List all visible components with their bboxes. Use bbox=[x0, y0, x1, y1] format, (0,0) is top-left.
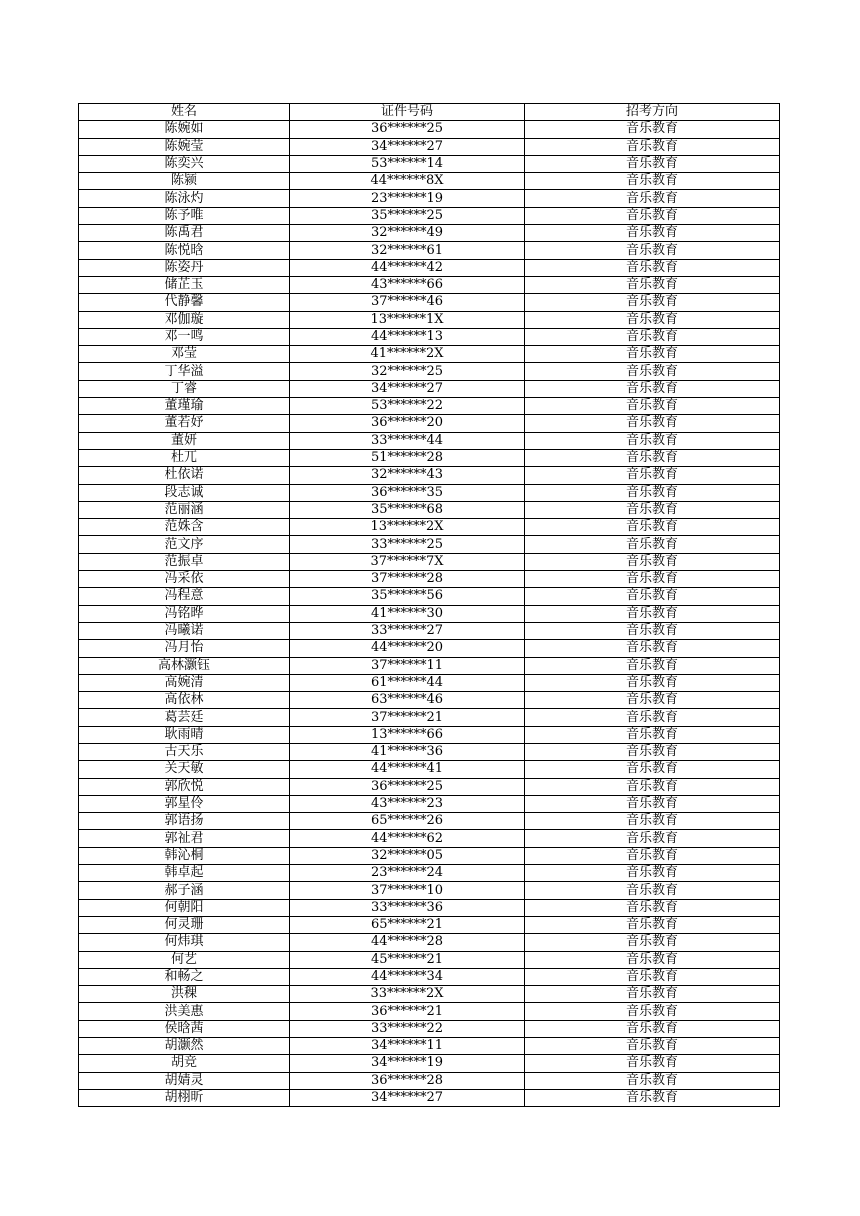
cell-id-number: 41******2X bbox=[290, 346, 525, 363]
table-row bbox=[79, 553, 780, 570]
cell-name: 范文序 bbox=[79, 536, 290, 553]
table-row bbox=[79, 899, 780, 916]
cell-name: 高依林 bbox=[79, 692, 290, 709]
cell-id-number: 33******25 bbox=[290, 536, 525, 553]
table-row bbox=[79, 415, 780, 432]
table-row bbox=[79, 865, 780, 882]
cell-id-number: 44******28 bbox=[290, 934, 525, 951]
table-row bbox=[79, 173, 780, 190]
table-row bbox=[79, 657, 780, 674]
cell-id-number: 33******27 bbox=[290, 622, 525, 639]
cell-name: 韩沁桐 bbox=[79, 847, 290, 864]
table-row bbox=[79, 519, 780, 536]
table-row bbox=[79, 121, 780, 138]
cell-direction: 音乐教育 bbox=[525, 138, 780, 155]
cell-name: 邓伽璇 bbox=[79, 311, 290, 328]
cell-direction: 音乐教育 bbox=[525, 553, 780, 570]
table-row bbox=[79, 1055, 780, 1072]
cell-name: 韩卓起 bbox=[79, 865, 290, 882]
cell-name: 葛芸廷 bbox=[79, 709, 290, 726]
cell-id-number: 37******7X bbox=[290, 553, 525, 570]
cell-id-number: 41******30 bbox=[290, 605, 525, 622]
cell-direction: 音乐教育 bbox=[525, 121, 780, 138]
cell-name: 冯月怡 bbox=[79, 640, 290, 657]
cell-id-number: 44******8X bbox=[290, 173, 525, 190]
cell-direction: 音乐教育 bbox=[525, 501, 780, 518]
cell-direction: 音乐教育 bbox=[525, 190, 780, 207]
cell-id-number: 36******25 bbox=[290, 121, 525, 138]
table-row bbox=[79, 726, 780, 743]
table-row bbox=[79, 813, 780, 830]
table-row bbox=[79, 882, 780, 899]
cell-id-number: 44******42 bbox=[290, 259, 525, 276]
table-row bbox=[79, 346, 780, 363]
cell-direction: 音乐教育 bbox=[525, 1038, 780, 1055]
cell-id-number: 53******14 bbox=[290, 155, 525, 172]
table-row bbox=[79, 640, 780, 657]
cell-id-number: 32******25 bbox=[290, 363, 525, 380]
cell-direction: 音乐教育 bbox=[525, 640, 780, 657]
cell-direction: 音乐教育 bbox=[525, 813, 780, 830]
cell-id-number: 44******13 bbox=[290, 328, 525, 345]
cell-id-number: 44******41 bbox=[290, 761, 525, 778]
cell-direction: 音乐教育 bbox=[525, 588, 780, 605]
table-row bbox=[79, 916, 780, 933]
cell-direction: 音乐教育 bbox=[525, 657, 780, 674]
cell-name: 高婉清 bbox=[79, 674, 290, 691]
cell-direction: 音乐教育 bbox=[525, 536, 780, 553]
cell-name: 代静馨 bbox=[79, 294, 290, 311]
cell-id-number: 65******21 bbox=[290, 916, 525, 933]
cell-id-number: 37******11 bbox=[290, 657, 525, 674]
cell-name: 陈悦晗 bbox=[79, 242, 290, 259]
table-row bbox=[79, 605, 780, 622]
cell-direction: 音乐教育 bbox=[525, 259, 780, 276]
cell-id-number: 65******26 bbox=[290, 813, 525, 830]
cell-direction: 音乐教育 bbox=[525, 692, 780, 709]
cell-name: 胡竞 bbox=[79, 1055, 290, 1072]
table-row bbox=[79, 847, 780, 864]
cell-name: 郝子涵 bbox=[79, 882, 290, 899]
cell-id-number: 32******61 bbox=[290, 242, 525, 259]
cell-id-number: 23******19 bbox=[290, 190, 525, 207]
cell-name: 和畅之 bbox=[79, 968, 290, 985]
table-row bbox=[79, 294, 780, 311]
cell-direction: 音乐教育 bbox=[525, 899, 780, 916]
table-row bbox=[79, 432, 780, 449]
cell-id-number: 37******28 bbox=[290, 571, 525, 588]
cell-name: 冯曦诺 bbox=[79, 622, 290, 639]
cell-direction: 音乐教育 bbox=[525, 346, 780, 363]
cell-id-number: 44******20 bbox=[290, 640, 525, 657]
cell-name: 冯程意 bbox=[79, 588, 290, 605]
table-row bbox=[79, 743, 780, 760]
header-id-number: 证件号码 bbox=[290, 104, 525, 121]
cell-direction: 音乐教育 bbox=[525, 743, 780, 760]
cell-direction: 音乐教育 bbox=[525, 432, 780, 449]
cell-id-number: 41******36 bbox=[290, 743, 525, 760]
cell-name: 耿雨晴 bbox=[79, 726, 290, 743]
cell-direction: 音乐教育 bbox=[525, 311, 780, 328]
cell-id-number: 13******2X bbox=[290, 519, 525, 536]
cell-direction: 音乐教育 bbox=[525, 173, 780, 190]
cell-direction: 音乐教育 bbox=[525, 155, 780, 172]
candidate-table bbox=[78, 103, 780, 1107]
cell-name: 杜兀 bbox=[79, 449, 290, 466]
cell-name: 邓一鸣 bbox=[79, 328, 290, 345]
table-row bbox=[79, 138, 780, 155]
cell-direction: 音乐教育 bbox=[525, 1072, 780, 1089]
cell-direction: 音乐教育 bbox=[525, 225, 780, 242]
cell-name: 古天乐 bbox=[79, 743, 290, 760]
cell-direction: 音乐教育 bbox=[525, 986, 780, 1003]
cell-direction: 音乐教育 bbox=[525, 1003, 780, 1020]
cell-direction: 音乐教育 bbox=[525, 674, 780, 691]
cell-id-number: 13******66 bbox=[290, 726, 525, 743]
cell-direction: 音乐教育 bbox=[525, 276, 780, 293]
cell-name: 董若妤 bbox=[79, 415, 290, 432]
cell-direction: 音乐教育 bbox=[525, 726, 780, 743]
cell-direction: 音乐教育 bbox=[525, 622, 780, 639]
cell-direction: 音乐教育 bbox=[525, 778, 780, 795]
table-row bbox=[79, 311, 780, 328]
cell-name: 范振卓 bbox=[79, 553, 290, 570]
cell-direction: 音乐教育 bbox=[525, 951, 780, 968]
table-row bbox=[79, 934, 780, 951]
cell-direction: 音乐教育 bbox=[525, 328, 780, 345]
table-row bbox=[79, 484, 780, 501]
cell-direction: 音乐教育 bbox=[525, 934, 780, 951]
cell-name: 胡灏然 bbox=[79, 1038, 290, 1055]
cell-id-number: 32******05 bbox=[290, 847, 525, 864]
cell-id-number: 32******49 bbox=[290, 225, 525, 242]
cell-name: 陈奕兴 bbox=[79, 155, 290, 172]
cell-direction: 音乐教育 bbox=[525, 968, 780, 985]
cell-name: 陈予唯 bbox=[79, 207, 290, 224]
cell-name: 冯采依 bbox=[79, 571, 290, 588]
cell-name: 范丽涵 bbox=[79, 501, 290, 518]
cell-id-number: 23******24 bbox=[290, 865, 525, 882]
cell-name: 邓莹 bbox=[79, 346, 290, 363]
cell-id-number: 36******35 bbox=[290, 484, 525, 501]
cell-direction: 音乐教育 bbox=[525, 709, 780, 726]
cell-id-number: 63******46 bbox=[290, 692, 525, 709]
table-row bbox=[79, 1038, 780, 1055]
cell-id-number: 34******27 bbox=[290, 138, 525, 155]
cell-name: 何灵珊 bbox=[79, 916, 290, 933]
cell-id-number: 53******22 bbox=[290, 398, 525, 415]
cell-id-number: 35******25 bbox=[290, 207, 525, 224]
cell-name: 胡栩昕 bbox=[79, 1089, 290, 1106]
cell-id-number: 32******43 bbox=[290, 467, 525, 484]
cell-name: 胡婧灵 bbox=[79, 1072, 290, 1089]
cell-name: 陈泳灼 bbox=[79, 190, 290, 207]
cell-id-number: 37******10 bbox=[290, 882, 525, 899]
cell-name: 洪美惠 bbox=[79, 1003, 290, 1020]
cell-name: 郭星伶 bbox=[79, 795, 290, 812]
table-row bbox=[79, 501, 780, 518]
cell-direction: 音乐教育 bbox=[525, 1089, 780, 1106]
table-row bbox=[79, 225, 780, 242]
table-row bbox=[79, 207, 780, 224]
table-row bbox=[79, 830, 780, 847]
cell-id-number: 34******11 bbox=[290, 1038, 525, 1055]
table-row bbox=[79, 986, 780, 1003]
table-row bbox=[79, 328, 780, 345]
cell-direction: 音乐教育 bbox=[525, 467, 780, 484]
table-row bbox=[79, 709, 780, 726]
table-row bbox=[79, 398, 780, 415]
table-row bbox=[79, 242, 780, 259]
cell-direction: 音乐教育 bbox=[525, 484, 780, 501]
cell-name: 洪稞 bbox=[79, 986, 290, 1003]
cell-id-number: 33******44 bbox=[290, 432, 525, 449]
cell-direction: 音乐教育 bbox=[525, 415, 780, 432]
cell-id-number: 36******28 bbox=[290, 1072, 525, 1089]
table-row bbox=[79, 1020, 780, 1037]
table-row bbox=[79, 622, 780, 639]
cell-name: 郭语扬 bbox=[79, 813, 290, 830]
cell-name: 冯铭晔 bbox=[79, 605, 290, 622]
cell-id-number: 45******21 bbox=[290, 951, 525, 968]
cell-id-number: 35******56 bbox=[290, 588, 525, 605]
cell-id-number: 34******27 bbox=[290, 380, 525, 397]
cell-id-number: 34******19 bbox=[290, 1055, 525, 1072]
cell-id-number: 43******66 bbox=[290, 276, 525, 293]
table-row bbox=[79, 1072, 780, 1089]
cell-direction: 音乐教育 bbox=[525, 449, 780, 466]
table-row bbox=[79, 259, 780, 276]
cell-name: 郭祉君 bbox=[79, 830, 290, 847]
cell-direction: 音乐教育 bbox=[525, 830, 780, 847]
table-row bbox=[79, 692, 780, 709]
cell-name: 陈婉如 bbox=[79, 121, 290, 138]
cell-direction: 音乐教育 bbox=[525, 207, 780, 224]
cell-id-number: 36******20 bbox=[290, 415, 525, 432]
table-row bbox=[79, 761, 780, 778]
table-row bbox=[79, 363, 780, 380]
table-row bbox=[79, 467, 780, 484]
cell-id-number: 33******22 bbox=[290, 1020, 525, 1037]
cell-id-number: 36******21 bbox=[290, 1003, 525, 1020]
cell-name: 董妍 bbox=[79, 432, 290, 449]
cell-name: 杜依诺 bbox=[79, 467, 290, 484]
cell-id-number: 34******27 bbox=[290, 1089, 525, 1106]
cell-direction: 音乐教育 bbox=[525, 882, 780, 899]
cell-name: 何炜琪 bbox=[79, 934, 290, 951]
cell-direction: 音乐教育 bbox=[525, 605, 780, 622]
cell-name: 段志诚 bbox=[79, 484, 290, 501]
cell-name: 丁睿 bbox=[79, 380, 290, 397]
cell-id-number: 37******46 bbox=[290, 294, 525, 311]
table-body bbox=[79, 121, 780, 1107]
cell-direction: 音乐教育 bbox=[525, 242, 780, 259]
table-row bbox=[79, 536, 780, 553]
table-row bbox=[79, 778, 780, 795]
cell-direction: 音乐教育 bbox=[525, 363, 780, 380]
table-row bbox=[79, 968, 780, 985]
cell-id-number: 44******62 bbox=[290, 830, 525, 847]
table-row bbox=[79, 380, 780, 397]
cell-name: 郭欣悦 bbox=[79, 778, 290, 795]
cell-name: 何朝阳 bbox=[79, 899, 290, 916]
table-row bbox=[79, 674, 780, 691]
cell-name: 侯晗茜 bbox=[79, 1020, 290, 1037]
cell-id-number: 13******1X bbox=[290, 311, 525, 328]
cell-direction: 音乐教育 bbox=[525, 398, 780, 415]
cell-name: 关天敏 bbox=[79, 761, 290, 778]
table-row bbox=[79, 795, 780, 812]
cell-direction: 音乐教育 bbox=[525, 865, 780, 882]
cell-id-number: 36******25 bbox=[290, 778, 525, 795]
cell-direction: 音乐教育 bbox=[525, 847, 780, 864]
cell-name: 丁华溢 bbox=[79, 363, 290, 380]
table-row bbox=[79, 588, 780, 605]
cell-id-number: 51******28 bbox=[290, 449, 525, 466]
table-row bbox=[79, 1003, 780, 1020]
cell-direction: 音乐教育 bbox=[525, 294, 780, 311]
table-row bbox=[79, 1089, 780, 1106]
cell-id-number: 61******44 bbox=[290, 674, 525, 691]
cell-direction: 音乐教育 bbox=[525, 1020, 780, 1037]
table-row bbox=[79, 276, 780, 293]
cell-name: 储芷玉 bbox=[79, 276, 290, 293]
cell-direction: 音乐教育 bbox=[525, 761, 780, 778]
cell-direction: 音乐教育 bbox=[525, 795, 780, 812]
cell-id-number: 33******2X bbox=[290, 986, 525, 1003]
table-row bbox=[79, 190, 780, 207]
cell-name: 何艺 bbox=[79, 951, 290, 968]
cell-name: 高林灏钰 bbox=[79, 657, 290, 674]
header-direction: 招考方向 bbox=[525, 104, 780, 121]
cell-direction: 音乐教育 bbox=[525, 380, 780, 397]
cell-name: 陈颍 bbox=[79, 173, 290, 190]
cell-direction: 音乐教育 bbox=[525, 1055, 780, 1072]
cell-id-number: 43******23 bbox=[290, 795, 525, 812]
cell-id-number: 33******36 bbox=[290, 899, 525, 916]
cell-id-number: 37******21 bbox=[290, 709, 525, 726]
cell-name: 范姝含 bbox=[79, 519, 290, 536]
cell-name: 陈禹君 bbox=[79, 225, 290, 242]
cell-direction: 音乐教育 bbox=[525, 916, 780, 933]
table-row bbox=[79, 449, 780, 466]
table-row bbox=[79, 155, 780, 172]
header-name: 姓名 bbox=[79, 104, 290, 121]
cell-id-number: 44******34 bbox=[290, 968, 525, 985]
table-row bbox=[79, 571, 780, 588]
cell-name: 陈婉莹 bbox=[79, 138, 290, 155]
cell-direction: 音乐教育 bbox=[525, 571, 780, 588]
header-row bbox=[79, 104, 780, 121]
cell-direction: 音乐教育 bbox=[525, 519, 780, 536]
cell-name: 陈姿丹 bbox=[79, 259, 290, 276]
cell-id-number: 35******68 bbox=[290, 501, 525, 518]
cell-name: 董瑾瑜 bbox=[79, 398, 290, 415]
table-row bbox=[79, 951, 780, 968]
